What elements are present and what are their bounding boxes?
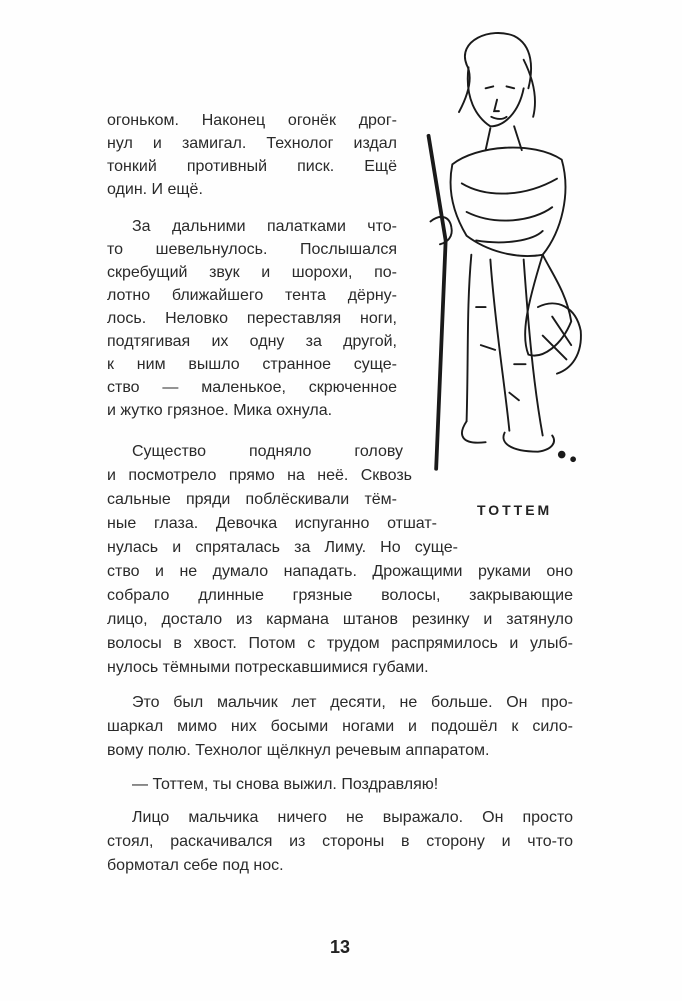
text-line: ные глаза. Девочка испуганно отшат-: [107, 515, 437, 532]
text-line: Это был мальчик лет десяти, не больше. Он про-: [132, 694, 573, 711]
text-line: нулась и спряталась за Лиму. Но суще-: [107, 539, 458, 556]
text-line: ство и не думало нападать. Дрожащими руками оно: [107, 563, 573, 580]
illustration-tottem: [400, 10, 595, 490]
text-line: нулось тёмными потрескавшимися губами.: [107, 659, 429, 676]
text-line: и посмотрело прямо на неё. Сквозь: [107, 467, 412, 484]
page-number: 13: [330, 937, 351, 957]
text-line: ство — маленькое, скрюченное: [107, 379, 397, 396]
text-line: лотно ближайшего тента дёрну-: [107, 287, 397, 304]
text-line: лицо, достало из кармана штанов резинку и затянуло: [107, 611, 573, 628]
text-line: подтягивая их одну за другой,: [107, 333, 397, 350]
text-line: За дальними палатками что-: [132, 218, 397, 235]
text-line: тонкий противный писк. Ещё: [107, 158, 397, 175]
text-line: бормотал себе под нос.: [107, 857, 284, 874]
text-line: скребущий звук и шорохи, по-: [107, 264, 397, 281]
text-line: вому полю. Технолог щёлкнул речевым аппаратом.: [107, 742, 490, 759]
text-line: к ним вышло странное суще-: [107, 356, 397, 373]
text-line: нул и замигал. Технолог издал: [107, 135, 397, 152]
text-line: Лицо мальчика ничего не выражало. Он просто: [132, 809, 573, 826]
illustration-caption: ТОТТЕМ: [477, 502, 553, 518]
text-line: сальные пряди поблёскивали тём-: [107, 491, 397, 508]
text-line: собрало длинные грязные волосы, закрывающие: [107, 587, 573, 604]
text-line: шаркал мимо них босыми ногами и подошёл к сило-: [107, 718, 573, 735]
text-line: волосы в хвост. Потом с трудом распрямилось и улыб-: [107, 635, 573, 652]
text-line: и жутко грязное. Мика охнула.: [107, 402, 333, 419]
text-line: стоял, раскачивался из стороны в сторону и что-то: [107, 833, 573, 850]
text-line: — Тоттем, ты снова выжил. Поздравляю!: [132, 776, 439, 793]
text-line: то шевельнулось. Послышался: [107, 241, 397, 258]
text-line: Существо подняло голову: [132, 443, 403, 460]
text-line: лось. Неловко переставляя ноги,: [107, 310, 397, 327]
text-line: огоньком. Наконец огонёк дрог-: [107, 112, 397, 129]
text-line: один. И ещё.: [107, 181, 203, 198]
